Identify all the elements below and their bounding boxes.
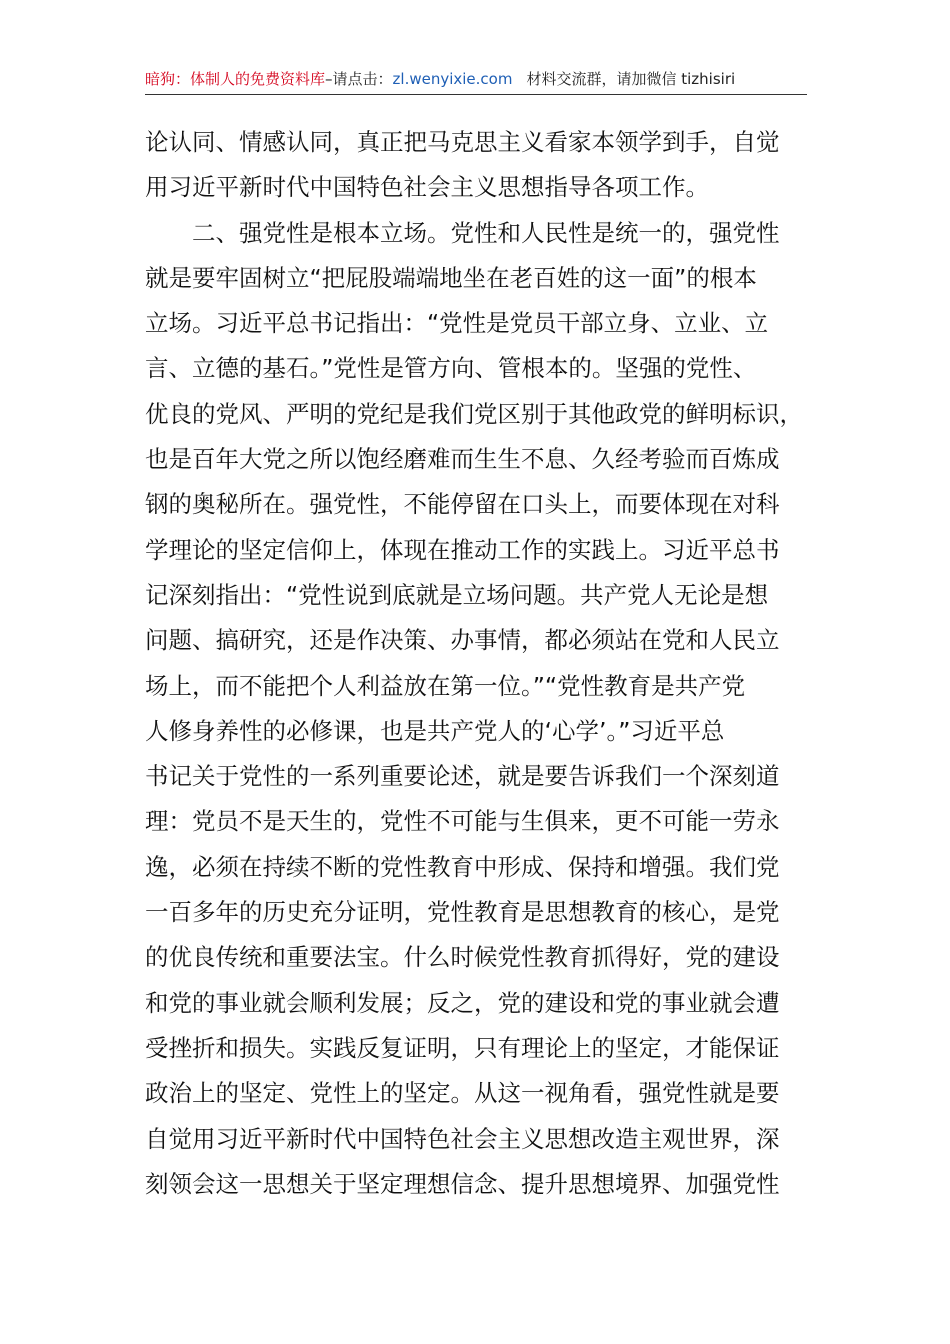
- body-line: 政治上的坚定、党性上的坚定。从这一视角看，强党性就是要: [145, 1079, 780, 1108]
- body-line: 场上，而不能把个人利益放在第一位。”“党性教育是共产党: [145, 671, 746, 700]
- body-line: 和党的事业就会顺利发展；反之，党的建设和党的事业就会遭: [145, 988, 780, 1017]
- body-line: 书记关于党性的一系列重要论述，就是要告诉我们一个深刻道: [145, 762, 780, 791]
- body-line: 受挫折和损失。实践反复证明，只有理论上的坚定，才能保证: [145, 1033, 780, 1062]
- body-line: 人修身养性的必修课，也是共产党人的‘心学’。”习近平总: [145, 716, 725, 745]
- header-brand-text: 暗狗：体制人的免费资料库: [145, 70, 326, 88]
- body-line: 言、立德的基石。”党性是管方向、管根本的。坚强的党性、: [145, 354, 757, 383]
- header-divider: [145, 94, 807, 95]
- header-url-link[interactable]: zl.wenyixie.com: [392, 70, 513, 88]
- body-line: 问题、搞研究，还是作决策、办事情，都必须站在党和人民立: [145, 626, 780, 655]
- body-line: 也是百年大党之所以饱经磨难而生生不息、久经考验而百炼成: [145, 445, 780, 474]
- header-wechat-text: 材料交流群，请加微信 tizhisiri: [526, 70, 736, 88]
- body-line: 一百多年的历史充分证明，党性教育是思想教育的核心，是党: [145, 898, 780, 927]
- body-line: 立场。习近平总书记指出：“党性是党员干部立身、立业、立: [145, 309, 769, 338]
- body-line: 逸，必须在持续不断的党性教育中形成、保持和增强。我们党: [145, 852, 780, 881]
- body-line: 用习近平新时代中国特色社会主义思想指导各项工作。: [145, 173, 709, 202]
- body-line: 刻领会这一思想关于坚定理想信念、提升思想境界、加强党性: [145, 1169, 780, 1198]
- body-line: 记深刻指出：“党性说到底就是立场问题。共产党人无论是想: [145, 580, 769, 609]
- body-line: 论认同、情感认同，真正把马克思主义看家本领学到手，自觉: [145, 128, 780, 156]
- body-line: 优良的党风、严明的党纪是我们党区别于其他政党的鲜明标识，: [145, 399, 803, 428]
- header-click-label: –请点击：: [325, 70, 393, 88]
- document-body: [145, 120, 807, 1207]
- body-line: 学理论的坚定信仰上，体现在推动工作的实践上。习近平总书: [145, 535, 780, 564]
- body-line: 钢的奥秘所在。强党性，不能停留在口头上，而要体现在对科: [145, 490, 780, 519]
- body-line: 的优良传统和重要法宝。什么时候党性教育抓得好，党的建设: [145, 943, 780, 972]
- section-heading-line: 二、强党性是根本立场。党性和人民性是统一的，强党性: [192, 218, 780, 247]
- body-line: 就是要牢固树立“把屁股端端地坐在老百姓的这一面”的根本: [145, 263, 757, 292]
- body-line: 理：党员不是天生的，党性不可能与生俱来，更不可能一劳永: [145, 807, 780, 836]
- page-header: [145, 66, 807, 92]
- body-line: 自觉用习近平新时代中国特色社会主义思想改造主观世界，深: [145, 1124, 780, 1153]
